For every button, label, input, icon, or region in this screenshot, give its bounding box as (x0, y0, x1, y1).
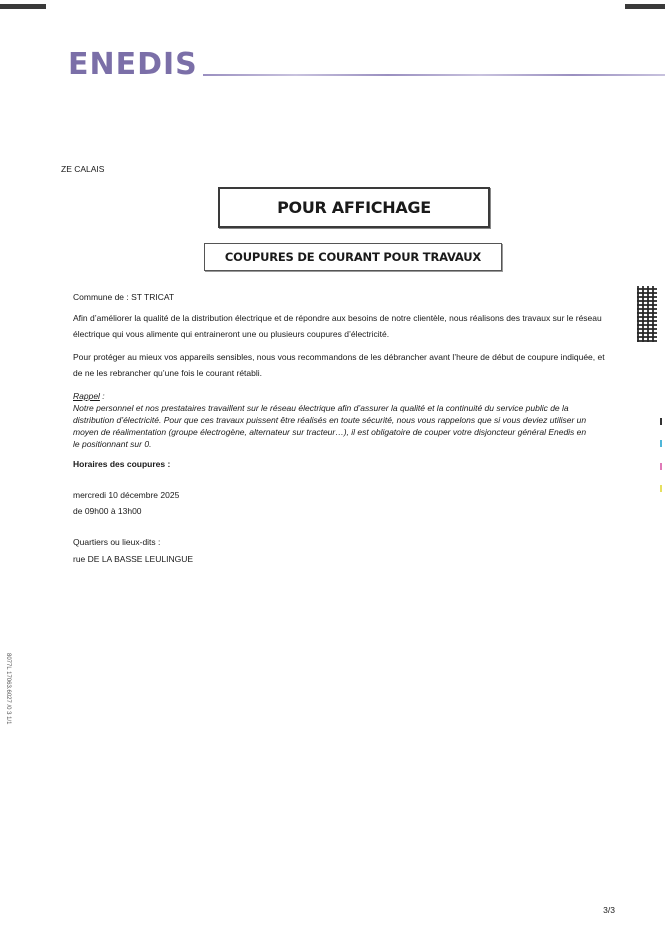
side-print-code: 8077L 17063.6027 /0 3 1/1 (5, 653, 11, 725)
swatch-magenta (660, 463, 662, 470)
notice-subtitle: COUPURES DE COURANT POUR TRAVAUX (224, 250, 482, 264)
header-rule (203, 74, 665, 76)
scan-mark-right (625, 4, 665, 9)
notice-title: POUR AFFICHAGE (277, 198, 431, 217)
swatch-yellow (660, 485, 662, 492)
locations-label: Quartiers ou lieux-dits : (73, 537, 161, 547)
swatch-black (660, 418, 662, 425)
schedule-label: Horaires des coupures : (73, 459, 171, 469)
schedule-date: mercredi 10 décembre 2025 (73, 490, 180, 500)
scan-mark-left (0, 4, 46, 9)
rappel-label: Rappel (73, 391, 100, 401)
title-box (218, 187, 490, 228)
region-label: ZE CALAIS (61, 164, 105, 174)
datamatrix-code (637, 286, 657, 342)
commune-line: Commune de : ST TRICAT (73, 292, 175, 302)
schedule-time: de 09h00 à 13h00 (73, 506, 142, 516)
intro-paragraph: Afin d’améliorer la qualité de la distribution électrique et de répondre aux besoins de notre clientèle, nous réalisons des travaux sur le réseau électrique qui vous alimente qui entraineront une ou plusieurs coupures d’électricité. (73, 313, 602, 339)
location-street: rue DE LA BASSE LEULINGUE (73, 554, 193, 564)
enedis-logo: ENEDIS (68, 47, 198, 82)
rappel-text: Notre personnel et nos prestataires travaillent sur le réseau électrique afin d’assurer la qualité et la continuité du service public de la distribution d’électricité. Pour que ces travaux puissent être réalisés en toute sécurité, nous vous rappelons que si vous deviez utiliser un moyen de réalimentation (groupe électrogène, alternateur sur tracteur…), il est obligatoire de couper votre disjoncteur général Enedis en le positionnant sur 0. (73, 403, 587, 449)
rappel-block (73, 390, 593, 450)
swatch-cyan (660, 440, 662, 447)
rappel-colon: : (99, 391, 105, 401)
page-number: 3/3 (603, 905, 615, 915)
subtitle-box (204, 243, 502, 271)
advice-paragraph: Pour protéger au mieux vos appareils sensibles, nous vous recommandons de les débrancher avant l’heure de début de coupure indiquée, et de ne les rebrancher qu’une fois le courant rétabli. (73, 352, 605, 378)
